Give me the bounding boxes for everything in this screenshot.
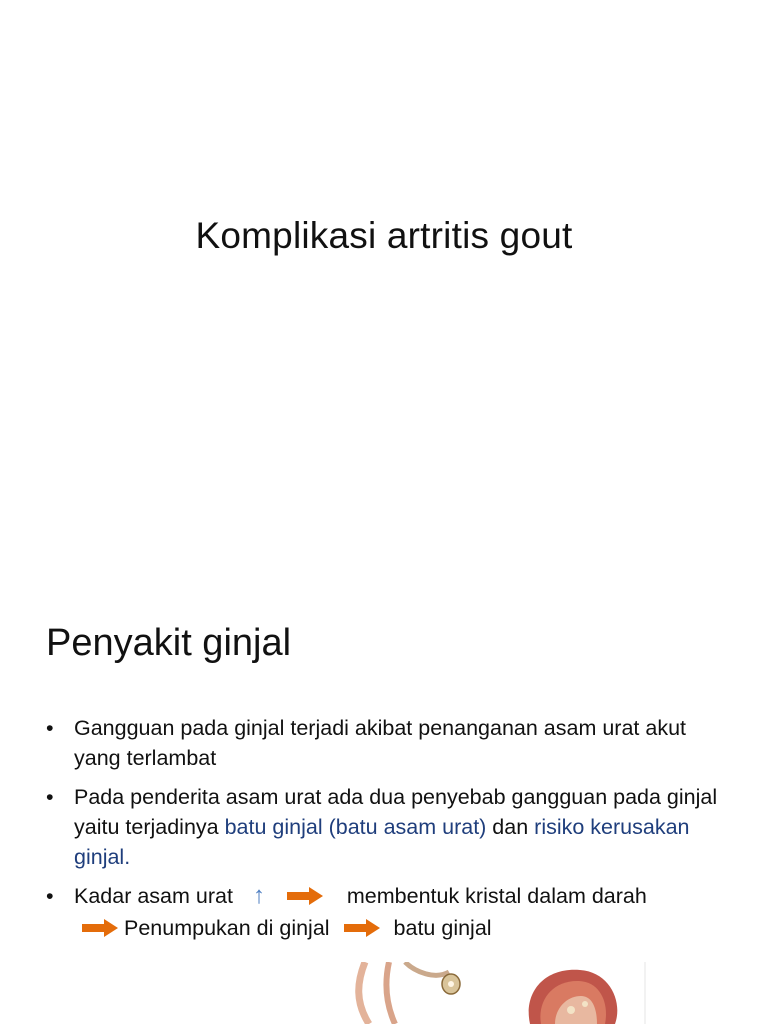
bullet-item [46, 713, 726, 773]
kidney-illustration [345, 962, 650, 1024]
bullet-text: Pada penderita asam urat ada dua penyebab gangguan pada ginjal yaitu terjadinya [74, 785, 718, 839]
bullet-marker: • [46, 785, 54, 809]
flow-line [46, 913, 726, 943]
bullet-text: dan [486, 815, 535, 839]
bullet-text: membentuk kristal dalam darah [346, 884, 647, 908]
orange-right-arrow-icon [344, 919, 380, 937]
bullet-item [46, 782, 726, 872]
orange-right-arrow-icon [287, 887, 323, 905]
bullet-marker: • [46, 884, 54, 908]
flow-step: batu ginjal [393, 916, 492, 940]
bullet-marker: • [46, 716, 54, 740]
flow-step: Penumpukan di ginjal [123, 916, 330, 940]
highlight-text: risiko kerusakan ginjal. [74, 815, 690, 869]
orange-right-arrow-icon [82, 919, 118, 937]
bullet-text: Gangguan pada ginjal terjadi akibat penanganan asam urat akut yang terlambat [74, 716, 687, 770]
highlight-text: batu ginjal (batu asam urat) [224, 815, 487, 839]
bullet-item [46, 881, 726, 911]
up-arrow-icon: ↑ [252, 882, 265, 909]
slide-title: Komplikasi artritis gout [195, 215, 573, 256]
bullet-list [46, 713, 726, 943]
bullet-text: Kadar asam urat [74, 884, 233, 908]
section-heading: Penyakit ginjal [46, 622, 292, 664]
